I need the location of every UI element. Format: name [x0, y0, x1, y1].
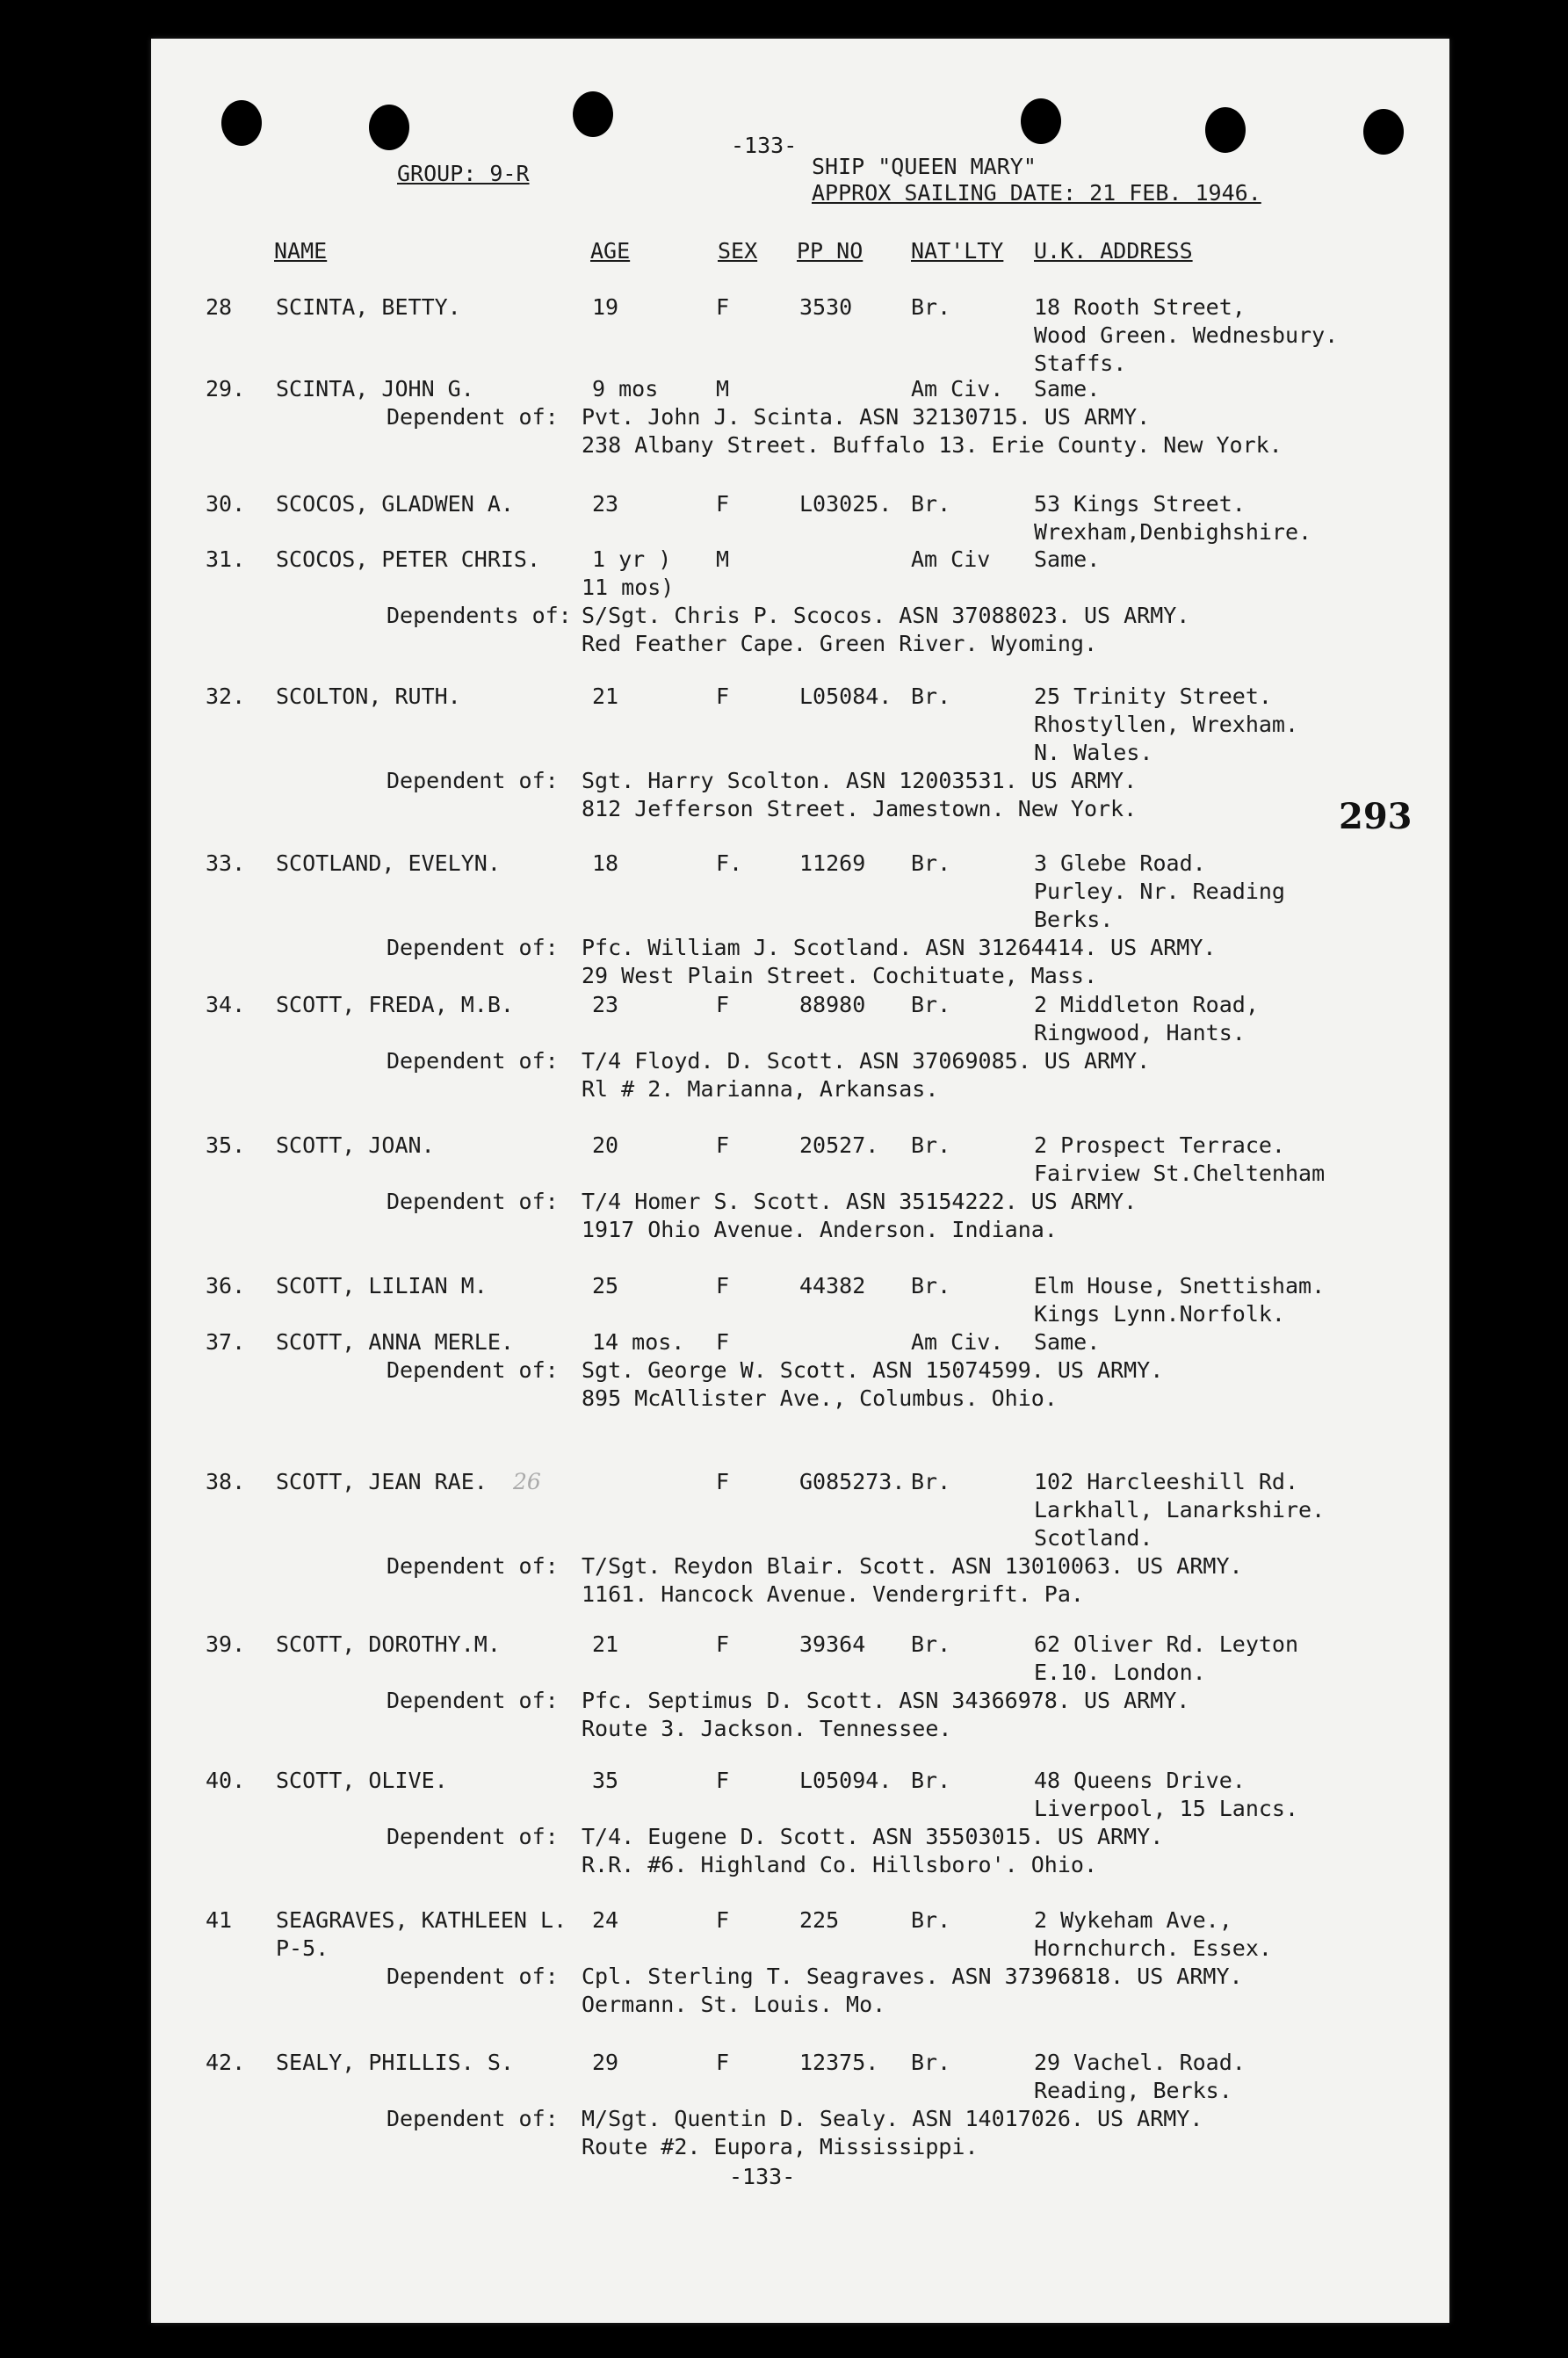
passenger-name: SCOTT, LILIAN M.	[276, 1273, 488, 1298]
uk-address-line: Elm House, Snettisham.	[1034, 1273, 1326, 1298]
passenger-age: 21	[592, 684, 619, 709]
entry-number: 30.	[206, 491, 246, 517]
passenger-name-line2: P-5.	[276, 1935, 329, 1961]
passenger-sex: F	[716, 992, 730, 1017]
entry-number: 38.	[206, 1469, 246, 1494]
sponsor-line: Cpl. Sterling T. Seagraves. ASN 37396818. US ARMY.	[582, 1964, 1243, 1989]
sponsor-line: Pvt. John J. Scinta. ASN 32130715. US ARMY.	[582, 404, 1151, 430]
passenger-sex: F	[716, 1273, 730, 1298]
punch-hole	[573, 91, 613, 137]
uk-address-line: Fairview St.Cheltenham	[1034, 1161, 1326, 1186]
sponsor-line: T/Sgt. Reydon Blair. Scott. ASN 13010063. US ARMY.	[582, 1553, 1243, 1579]
uk-address-line: Kings Lynn.Norfolk.	[1034, 1301, 1285, 1327]
passenger-name: SCOTT, OLIVE.	[276, 1768, 448, 1793]
punch-hole	[1363, 109, 1404, 155]
document-page	[151, 39, 1449, 2323]
passenger-sex: F	[716, 1469, 730, 1494]
passenger-age: 24	[592, 1907, 619, 1933]
passenger-name: SCINTA, JOHN G.	[276, 376, 474, 401]
passport-number: G085273.	[799, 1469, 906, 1494]
sponsor-line: 29 West Plain Street. Cochituate, Mass.	[582, 963, 1097, 988]
passenger-sex: F	[716, 1631, 730, 1657]
uk-address-line: Wood Green. Wednesbury.	[1034, 322, 1339, 348]
nationality: Br.	[911, 1273, 951, 1298]
dependent-label: Dependent of:	[387, 1357, 559, 1383]
uk-address-line: Scotland.	[1034, 1525, 1153, 1551]
passport-number: 11269	[799, 850, 866, 876]
sponsor-line: Pfc. Septimus D. Scott. ASN 34366978. US ARMY.	[582, 1688, 1190, 1713]
passenger-sex: F	[716, 1132, 730, 1158]
nationality: Am Civ.	[911, 1329, 1004, 1355]
passenger-name: SEAGRAVES, KATHLEEN L.	[276, 1907, 567, 1933]
sponsor-line: Route 3. Jackson. Tennessee.	[582, 1716, 952, 1741]
sponsor-line: 238 Albany Street. Buffalo 13. Erie County. New York.	[582, 432, 1283, 458]
passenger-name: SEALY, PHILLIS. S.	[276, 2050, 514, 2075]
passenger-age: 20	[592, 1132, 619, 1158]
dependent-label: Dependent of:	[387, 1964, 559, 1989]
dependent-label: Dependent of:	[387, 1553, 559, 1579]
uk-address-line: Same.	[1034, 1329, 1101, 1355]
punch-hole	[369, 105, 409, 150]
sponsor-line: T/4. Eugene D. Scott. ASN 35503015. US ARMY.	[582, 1824, 1164, 1849]
sponsor-line: R.R. #6. Highland Co. Hillsboro'. Ohio.	[582, 1852, 1097, 1877]
passenger-age: 9 mos	[592, 376, 659, 401]
passenger-age: 21	[592, 1631, 619, 1657]
passenger-name: SCOTT, FREDA, M.B.	[276, 992, 514, 1017]
col-uk-address: U.K. ADDRESS	[1034, 238, 1193, 264]
passenger-age: 19	[592, 294, 619, 320]
passenger-name: SCOCOS, PETER CHRIS.	[276, 546, 541, 572]
entry-number: 40.	[206, 1768, 246, 1793]
nationality: Br.	[911, 1768, 951, 1793]
dependent-label: Dependent of:	[387, 1048, 559, 1074]
entry-number: 34.	[206, 992, 246, 1017]
entry-number: 28	[206, 294, 233, 320]
passenger-name: SCOTT, ANNA MERLE.	[276, 1329, 514, 1355]
nationality: Am Civ.	[911, 376, 1004, 401]
nationality: Am Civ	[911, 546, 991, 572]
uk-address-line: 25 Trinity Street.	[1034, 684, 1272, 709]
punch-hole	[1205, 107, 1246, 153]
nationality: Br.	[911, 1469, 951, 1494]
passenger-sex: F.	[716, 850, 743, 876]
entry-number: 39.	[206, 1631, 246, 1657]
passenger-sex: M	[716, 376, 730, 401]
nationality: Br.	[911, 1907, 951, 1933]
nationality: Br.	[911, 1631, 951, 1657]
passport-number: 39364	[799, 1631, 866, 1657]
uk-address-line: N. Wales.	[1034, 740, 1153, 765]
passenger-age: 35	[592, 1768, 619, 1793]
uk-address-line: Wrexham,Denbighshire.	[1034, 519, 1312, 545]
nationality: Br.	[911, 1132, 951, 1158]
dependent-label: Dependents of:	[387, 603, 572, 628]
col-pp-no: PP NO	[797, 238, 863, 264]
uk-address-line: 62 Oliver Rd. Leyton	[1034, 1631, 1299, 1657]
col-nationality: NAT'LTY	[911, 238, 1004, 264]
sponsor-line: Rl # 2. Marianna, Arkansas.	[582, 1076, 939, 1102]
passport-number: 12375.	[799, 2050, 879, 2075]
dependent-label: Dependent of:	[387, 768, 559, 793]
passport-number: 88980	[799, 992, 866, 1017]
passport-number: 3530	[799, 294, 853, 320]
sponsor-line: 895 McAllister Ave., Columbus. Ohio.	[582, 1385, 1058, 1411]
page-number-top: -133-	[731, 133, 798, 158]
dependent-label: Dependent of:	[387, 1824, 559, 1849]
sponsor-line: Pfc. William J. Scotland. ASN 31264414. US ARMY.	[582, 935, 1217, 960]
dependent-label: Dependent of:	[387, 935, 559, 960]
uk-address-line: 2 Prospect Terrace.	[1034, 1132, 1285, 1158]
passenger-name: SCOTT, JOAN.	[276, 1132, 435, 1158]
passport-number: 44382	[799, 1273, 866, 1298]
passenger-age: 18	[592, 850, 619, 876]
punch-hole	[1021, 98, 1061, 144]
passenger-sex: F	[716, 1329, 730, 1355]
sponsor-line: Oermann. St. Louis. Mo.	[582, 1992, 886, 2017]
passenger-name: SCINTA, BETTY.	[276, 294, 461, 320]
col-age: AGE	[590, 238, 631, 264]
passenger-sex: M	[716, 546, 730, 572]
passenger-name: SCOTLAND, EVELYN.	[276, 850, 501, 876]
passenger-age: 1 yr )	[592, 546, 672, 572]
uk-address-line: Hornchurch. Essex.	[1034, 1935, 1272, 1961]
dependent-label: Dependent of:	[387, 1189, 559, 1214]
passenger-age: 29	[592, 2050, 619, 2075]
passenger-sex: F	[716, 491, 730, 517]
sponsor-line: Route #2. Eupora, Mississippi.	[582, 2134, 979, 2159]
uk-address-line: Same.	[1034, 376, 1101, 401]
passport-number: L05084.	[799, 684, 892, 709]
sponsor-line: 812 Jefferson Street. Jamestown. New York.	[582, 796, 1138, 821]
uk-address-line: 48 Queens Drive.	[1034, 1768, 1246, 1793]
uk-address-line: Same.	[1034, 546, 1101, 572]
passenger-sex: F	[716, 2050, 730, 2075]
uk-address-line: Larkhall, Lanarkshire.	[1034, 1497, 1326, 1523]
nationality: Br.	[911, 491, 951, 517]
entry-number: 35.	[206, 1132, 246, 1158]
uk-address-line: E.10. London.	[1034, 1660, 1206, 1685]
passenger-name: SCOTT, DOROTHY.M.	[276, 1631, 501, 1657]
punch-hole	[221, 100, 262, 146]
uk-address-line: 29 Vachel. Road.	[1034, 2050, 1246, 2075]
col-name: NAME	[274, 238, 328, 264]
uk-address-line: Liverpool, 15 Lancs.	[1034, 1796, 1299, 1821]
ship-name: SHIP "QUEEN MARY"	[812, 154, 1037, 179]
dependent-label: Dependent of:	[387, 2106, 559, 2131]
nationality: Br.	[911, 850, 951, 876]
nationality: Br.	[911, 684, 951, 709]
sponsor-line: T/4 Floyd. D. Scott. ASN 37069085. US ARMY.	[582, 1048, 1151, 1074]
passenger-name: SCOCOS, GLADWEN A.	[276, 491, 514, 517]
uk-address-line: 3 Glebe Road.	[1034, 850, 1206, 876]
nationality: Br.	[911, 992, 951, 1017]
entry-number: 42.	[206, 2050, 246, 2075]
passport-number: 225	[799, 1907, 840, 1933]
sponsor-line: 1161. Hancock Avenue. Vendergrift. Pa.	[582, 1581, 1084, 1607]
sailing-date: APPROX SAILING DATE: 21 FEB. 1946.	[812, 180, 1261, 206]
uk-address-line: Staffs.	[1034, 351, 1127, 376]
sponsor-line: M/Sgt. Quentin D. Sealy. ASN 14017026. US ARMY.	[582, 2106, 1203, 2131]
uk-address-line: 2 Middleton Road,	[1034, 992, 1259, 1017]
entry-number: 32.	[206, 684, 246, 709]
col-sex: SEX	[718, 238, 758, 264]
passenger-sex: F	[716, 294, 730, 320]
entry-number: 36.	[206, 1273, 246, 1298]
uk-address-line: 2 Wykeham Ave.,	[1034, 1907, 1232, 1933]
passenger-age: 23	[592, 491, 619, 517]
passport-number: L03025.	[799, 491, 892, 517]
uk-address-line: 102 Harcleeshill Rd.	[1034, 1469, 1299, 1494]
passenger-age: 14 mos.	[592, 1329, 685, 1355]
uk-address-line: Rhostyllen, Wrexham.	[1034, 712, 1299, 737]
pencil-mark: 26	[513, 1469, 541, 1494]
dependent-label: Dependent of:	[387, 1688, 559, 1713]
passport-number: 20527.	[799, 1132, 879, 1158]
group-label: GROUP: 9-R	[397, 161, 530, 186]
page-number-bottom: -133-	[729, 2164, 796, 2189]
sponsor-line: 1917 Ohio Avenue. Anderson. Indiana.	[582, 1217, 1058, 1242]
uk-address-line: Reading, Berks.	[1034, 2078, 1232, 2103]
sponsor-line: Sgt. George W. Scott. ASN 15074599. US ARMY.	[582, 1357, 1164, 1383]
uk-address-line: Purley. Nr. Reading	[1034, 879, 1285, 904]
sponsor-line: S/Sgt. Chris P. Scocos. ASN 37088023. US ARMY.	[582, 603, 1190, 628]
sponsor-line: T/4 Homer S. Scott. ASN 35154222. US ARMY.	[582, 1189, 1138, 1214]
entry-number: 31.	[206, 546, 246, 572]
entry-number: 33.	[206, 850, 246, 876]
passenger-name: SCOTT, JEAN RAE.	[276, 1469, 488, 1494]
nationality: Br.	[911, 294, 951, 320]
passenger-sex: F	[716, 684, 730, 709]
uk-address-line: 53 Kings Street.	[1034, 491, 1246, 517]
passenger-age: 23	[592, 992, 619, 1017]
passenger-name: SCOLTON, RUTH.	[276, 684, 461, 709]
entry-number: 41	[206, 1907, 233, 1933]
passport-number: L05094.	[799, 1768, 892, 1793]
entry-number: 37.	[206, 1329, 246, 1355]
sponsor-line: Sgt. Harry Scolton. ASN 12003531. US ARMY.	[582, 768, 1138, 793]
nationality: Br.	[911, 2050, 951, 2075]
page-stamp-number: 293	[1339, 796, 1413, 837]
passenger-sex: F	[716, 1768, 730, 1793]
uk-address-line: Berks.	[1034, 907, 1114, 932]
sponsor-line: Red Feather Cape. Green River. Wyoming.	[582, 631, 1097, 656]
passenger-age-line2: 11 mos)	[582, 575, 675, 600]
passenger-sex: F	[716, 1907, 730, 1933]
passenger-age: 25	[592, 1273, 619, 1298]
dependent-label: Dependent of:	[387, 404, 559, 430]
uk-address-line: Ringwood, Hants.	[1034, 1020, 1246, 1045]
entry-number: 29.	[206, 376, 246, 401]
uk-address-line: 18 Rooth Street,	[1034, 294, 1246, 320]
